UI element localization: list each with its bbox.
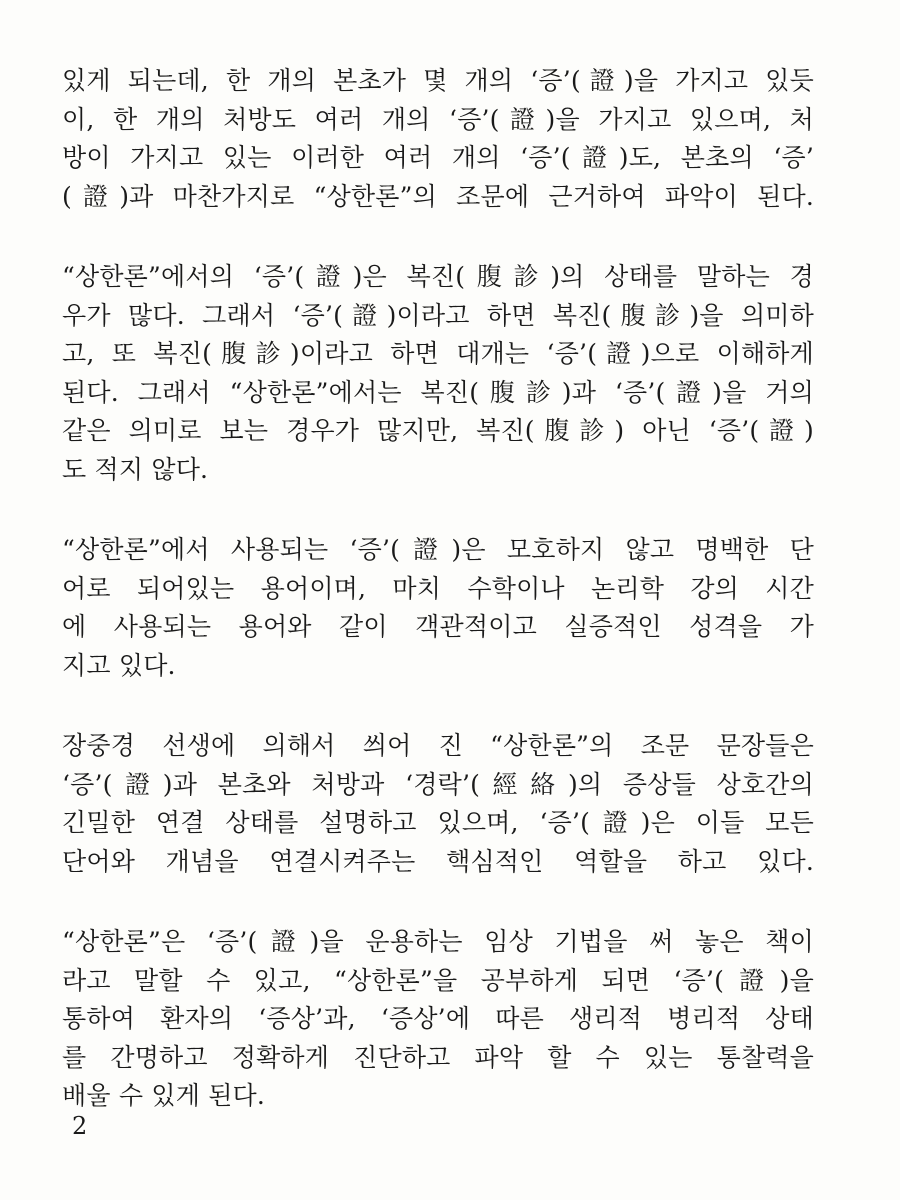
text-line: 도 적지 않다. xyxy=(62,454,209,484)
text-line: 같은 의미로 보는 경우가 많지만, 복진(腹診) 아닌 ‘증’(證) xyxy=(62,416,814,445)
paragraph-3 xyxy=(62,531,814,685)
text-line: 고, 또 복진(腹診)이라고 하면 대개는 ‘증’(證)으로 이해하게 xyxy=(62,339,814,368)
text-line: “상한론”은 ‘증’(證)을 운용하는 임상 기법을 써 놓은 책이 xyxy=(62,927,814,956)
text-line: 우가 많다. 그래서 ‘증’(證)이라고 하면 복진(腹診)을 의미하 xyxy=(62,300,814,330)
paragraph-2 xyxy=(62,258,814,489)
paragraph-1 xyxy=(62,62,814,216)
text-line: 이, 한 개의 처방도 여러 개의 ‘증’(證)을 가지고 있으며, 처 xyxy=(62,104,814,134)
text-line: 지고 있다. xyxy=(62,650,176,680)
text-line: 를 간명하고 정확하게 진단하고 파악 할 수 있는 통찰력을 xyxy=(62,1042,814,1072)
text-line: “상한론”에서의 ‘증’(證)은 복진(腹診)의 상태를 말하는 경 xyxy=(62,262,814,291)
text-line: 배울 수 있게 된다. xyxy=(62,1081,266,1110)
text-line: 단어와 개념을 연결시켜주는 핵심적인 역할을 하고 있다. xyxy=(62,846,814,876)
text-line: 장중경 선생에 의해서 씌어 진 “상한론”의 조문 문장들은 xyxy=(62,731,814,760)
paragraph-5 xyxy=(62,923,814,1116)
text-line: 된다. 그래서 “상한론”에서는 복진(腹診)과 ‘증’(證)을 거의 xyxy=(62,377,814,407)
text-line: “상한론”에서 사용되는 ‘증’(證)은 모호하지 않고 명백한 단 xyxy=(62,535,814,564)
text-line: 어로 되어있는 용어이며, 마치 수학이나 논리학 강의 시간 xyxy=(62,573,814,603)
text-line: 라고 말할 수 있고, “상한론”을 공부하게 되면 ‘증’(證)을 xyxy=(62,965,814,995)
text-line: 방이 가지고 있는 이러한 여러 개의 ‘증’(證)도, 본초의 ‘증’ xyxy=(62,143,814,172)
paragraph-4 xyxy=(62,727,814,881)
text-line: (證)과 마찬가지로 “상한론”의 조문에 근거하여 파악이 된다. xyxy=(62,181,814,211)
text-line: 에 사용되는 용어와 같이 객관적이고 실증적인 성격을 가 xyxy=(62,612,814,641)
text-line: 통하여 환자의 ‘증상’과, ‘증상’에 따른 생리적 병리적 상태 xyxy=(62,1004,814,1033)
text-line: 있게 되는데, 한 개의 본초가 몇 개의 ‘증’(證)을 가지고 있듯 xyxy=(62,66,814,95)
page-number: 2 xyxy=(72,1112,88,1140)
page-body xyxy=(62,62,814,1158)
text-line: ‘증’(證)과 본초와 처방과 ‘경락’(經絡)의 증상들 상호간의 xyxy=(62,769,814,799)
text-line: 긴밀한 연결 상태를 설명하고 있으며, ‘증’(證)은 이들 모든 xyxy=(62,808,814,837)
